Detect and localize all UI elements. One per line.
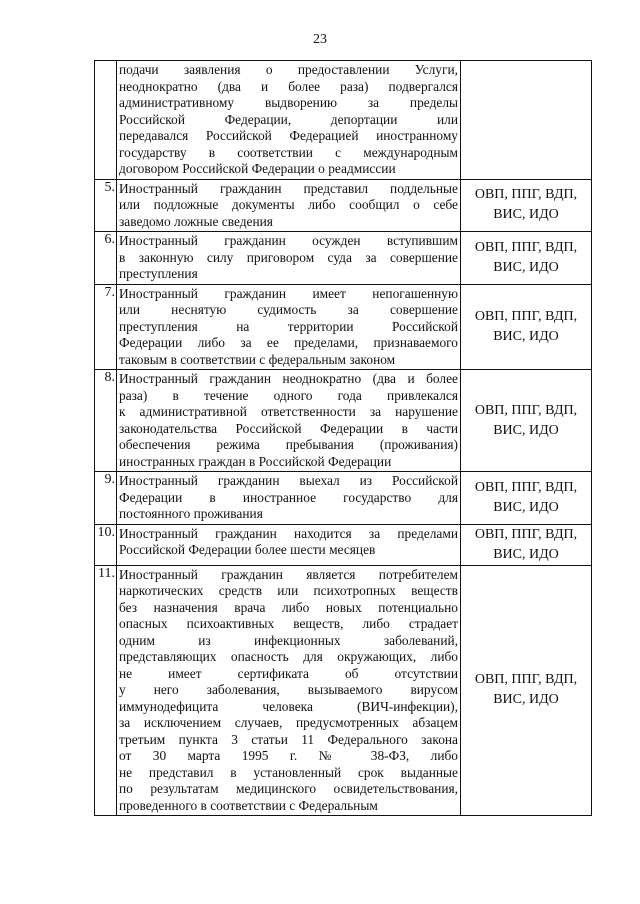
refusal-reasons-table	[94, 60, 592, 816]
category-codes-line: ОВП, ППГ, ВДП,	[474, 526, 578, 542]
table-row	[95, 524, 592, 565]
category-codes-line: ОВП, ППГ, ВДП,	[474, 187, 578, 203]
category-codes-line: ВИС, ИДО	[493, 207, 559, 223]
applicable-categories	[461, 179, 592, 232]
reason-text-line: Иностранный гражданин имеет непогашенную	[119, 285, 458, 301]
reason-text-line: без назначения врача либо новых потенциально	[119, 599, 458, 615]
reason-text-line: не представил в установленный срок выданные	[119, 764, 458, 780]
reason-text-line: преступления	[119, 266, 198, 281]
applicable-categories	[461, 232, 592, 285]
reason-text-line: Федерации либо за ее пределами, признаваемого	[119, 335, 458, 350]
reason-text-line: или неснятую судимость за совершение	[119, 302, 458, 317]
page-number: 23	[313, 32, 327, 47]
reason-text-line: неоднократно (два и более раза) подвергался	[119, 78, 458, 94]
reason-text-line: иностранных граждан в Российской Федерации	[119, 453, 392, 469]
reason-text-line: к административной ответственности за нарушение	[119, 404, 458, 419]
category-codes-line: ОВП, ППГ, ВДП,	[474, 672, 578, 688]
reason-text-line: постоянного проживания	[119, 506, 263, 521]
reason-text-line: передавался Российской Федерацией иностранному	[119, 128, 458, 143]
reason-text-line: Российской Федерации более шести месяцев	[119, 542, 376, 557]
reason-text-line: Иностранный гражданин находится за пределами	[119, 525, 458, 541]
reason-text-line: заведомо ложные сведения	[119, 213, 273, 229]
reason-text-line: преступления на территории Российской	[119, 318, 458, 334]
reason-text-line: у него заболевания, вызываемого вирусом	[119, 682, 458, 697]
reason-text-line: договором Российской Федерации о реадмиссии	[119, 161, 396, 176]
reason-text-line: проведенного в соответствии с Федеральным	[119, 797, 378, 813]
reason-text	[117, 524, 461, 565]
category-codes-line: ОВП, ППГ, ВДП,	[474, 308, 578, 324]
reason-text-line: таковым в соответствии с федеральным законом	[119, 351, 396, 367]
reason-text-line: в законную силу приговором суда за совершение	[119, 249, 458, 265]
category-codes-line: ОВП, ППГ, ВДП,	[474, 402, 578, 418]
category-codes-line: ВИС, ИДО	[493, 422, 559, 438]
reason-text	[117, 370, 461, 472]
reason-text-line: государству в соответствии с международным	[119, 144, 458, 160]
reason-text-line: за исключением случаев, предусмотренных абзацем	[119, 715, 458, 730]
table-row	[95, 61, 592, 180]
category-codes-line: ВИС, ИДО	[493, 259, 559, 275]
category-codes-line: ОВП, ППГ, ВДП,	[474, 239, 578, 255]
reason-text-line: Иностранный гражданин осужден вступившим	[119, 233, 458, 248]
row-number: 10.	[95, 524, 117, 565]
table-row	[95, 179, 592, 232]
row-number: 8.	[95, 370, 117, 472]
reason-text-line: третьим пункта 3 статьи 11 Федерального закона	[119, 731, 458, 747]
reason-text-line: наркотических средств или психотропных веществ	[119, 583, 458, 598]
reason-text-line: опасных психоактивных веществ, либо страдает	[119, 616, 458, 631]
row-number: 5.	[95, 179, 117, 232]
reason-text-line: или подложные документы либо сообщил о себе	[119, 197, 458, 212]
row-number: 7.	[95, 284, 117, 370]
category-codes-line: ВИС, ИДО	[493, 692, 559, 708]
reason-text	[117, 232, 461, 285]
reason-text	[117, 284, 461, 370]
applicable-categories	[461, 61, 592, 180]
applicable-categories	[461, 565, 592, 816]
category-codes-line: ВИС, ИДО	[493, 499, 559, 515]
table-row	[95, 284, 592, 370]
reason-text	[117, 472, 461, 525]
row-number	[95, 61, 117, 180]
reason-text	[117, 61, 461, 180]
reason-text-line: Иностранный гражданин выехал из Российской	[119, 473, 458, 488]
table-body	[95, 61, 592, 816]
category-codes-line: ОВП, ППГ, ВДП,	[474, 479, 578, 495]
table-row	[95, 565, 592, 816]
reason-text-line: раза) в течение одного года привлекался	[119, 387, 458, 403]
reason-text-line: представляющих опасность для окружающих, либо	[119, 649, 458, 664]
row-number: 6.	[95, 232, 117, 285]
applicable-categories	[461, 284, 592, 370]
row-number: 9.	[95, 472, 117, 525]
table-row	[95, 472, 592, 525]
reason-text-line: Российской Федерации, депортации или	[119, 111, 458, 127]
reason-text-line: не имеет сертификата об отсутствии	[119, 665, 458, 681]
reason-text-line: одним из инфекционных заболеваний,	[119, 632, 458, 648]
applicable-categories	[461, 370, 592, 472]
category-codes-line: ВИС, ИДО	[493, 328, 559, 344]
table-row	[95, 370, 592, 472]
reason-text-line: Федерации в иностранное государство для	[119, 489, 458, 505]
reason-text-line: Иностранный гражданин неоднократно (два и более	[119, 371, 458, 386]
reason-text-line: от 30 марта 1995 г. № 38-ФЗ, либо	[119, 748, 458, 763]
category-codes-line: ВИС, ИДО	[493, 546, 559, 562]
reason-text-line: административному выдворению за пределы	[119, 95, 458, 110]
reason-text-line: по результатам медицинского освидетельствования,	[119, 781, 458, 796]
reason-text-line: законодательства Российской Федерации в части	[119, 420, 458, 436]
reason-text	[117, 179, 461, 232]
table-row	[95, 232, 592, 285]
reason-text-line: Иностранный гражданин является потребителем	[119, 566, 458, 582]
reason-text	[117, 565, 461, 816]
reason-text-line: подачи заявления о предоставлении Услуги,	[119, 62, 458, 77]
reason-text-line: иммунодефицита человека (ВИЧ-инфекции),	[119, 698, 458, 714]
reason-text-line: Иностранный гражданин представил поддельные	[119, 180, 458, 196]
reason-text-line: обеспечения режима пребывания (проживания)	[119, 437, 458, 452]
applicable-categories	[461, 472, 592, 525]
applicable-categories	[461, 524, 592, 565]
row-number: 11.	[95, 565, 117, 816]
